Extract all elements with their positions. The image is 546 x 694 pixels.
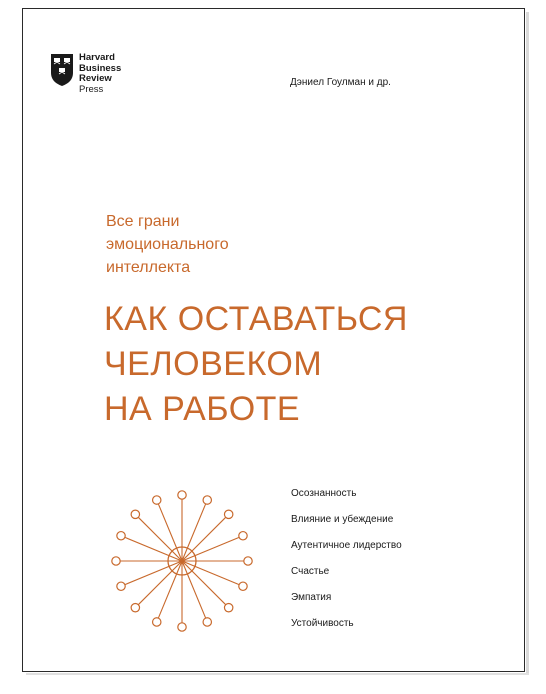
publisher-line-2: Business — [79, 62, 122, 74]
topic-item: Счастье — [291, 566, 330, 577]
emblem-node — [178, 623, 186, 631]
emblem-spoke — [138, 561, 182, 605]
topic-item: Эмпатия — [291, 592, 332, 603]
emblem-node — [239, 582, 247, 590]
emblem-node — [112, 557, 120, 565]
emblem-node — [117, 532, 125, 540]
emblem-node — [244, 557, 252, 565]
book-title — [104, 297, 408, 432]
emblem-node — [203, 496, 211, 504]
emblem-node — [178, 491, 186, 499]
cover-shadow-bottom — [26, 673, 529, 675]
series-subtitle — [106, 210, 326, 279]
title-line: КАК ОСТАВАТЬСЯ — [104, 300, 408, 338]
radial-spokes-icon — [107, 486, 257, 636]
harvard-shield-icon — [50, 53, 74, 87]
emblem-spoke — [138, 517, 182, 561]
topic-item: Осознанность — [291, 488, 357, 499]
publisher-logo — [50, 53, 121, 95]
emblem-node — [117, 582, 125, 590]
emblem-spoke — [182, 517, 226, 561]
cover-shadow-right — [526, 12, 529, 673]
series-line: эмоционального — [106, 236, 229, 253]
emblem-spoke — [182, 561, 226, 605]
author-name: Дэниел Гоулман и др. — [290, 77, 391, 88]
series-line: Все грани — [106, 213, 180, 230]
emblem-node — [153, 496, 161, 504]
topic-item: Влияние и убеждение — [291, 514, 394, 525]
publisher-line-3: Review — [79, 73, 112, 84]
series-line: интеллекта — [106, 259, 191, 276]
title-line: НА РАБОТЕ — [104, 390, 301, 428]
topic-item: Аутентичное лидерство — [291, 540, 402, 551]
topic-item: Устойчивость — [291, 618, 354, 629]
emblem-node — [224, 510, 232, 518]
emblem-node — [203, 618, 211, 626]
publisher-line-4: Press — [79, 83, 104, 95]
emblem-node — [224, 603, 232, 611]
topics-list — [291, 487, 402, 643]
emblem-node — [239, 532, 247, 540]
publisher-line-1: Harvard — [79, 52, 115, 63]
emblem-node — [131, 510, 139, 518]
title-line: ЧЕЛОВЕКОМ — [104, 345, 323, 383]
emblem-node — [153, 618, 161, 626]
emblem-node — [131, 603, 139, 611]
